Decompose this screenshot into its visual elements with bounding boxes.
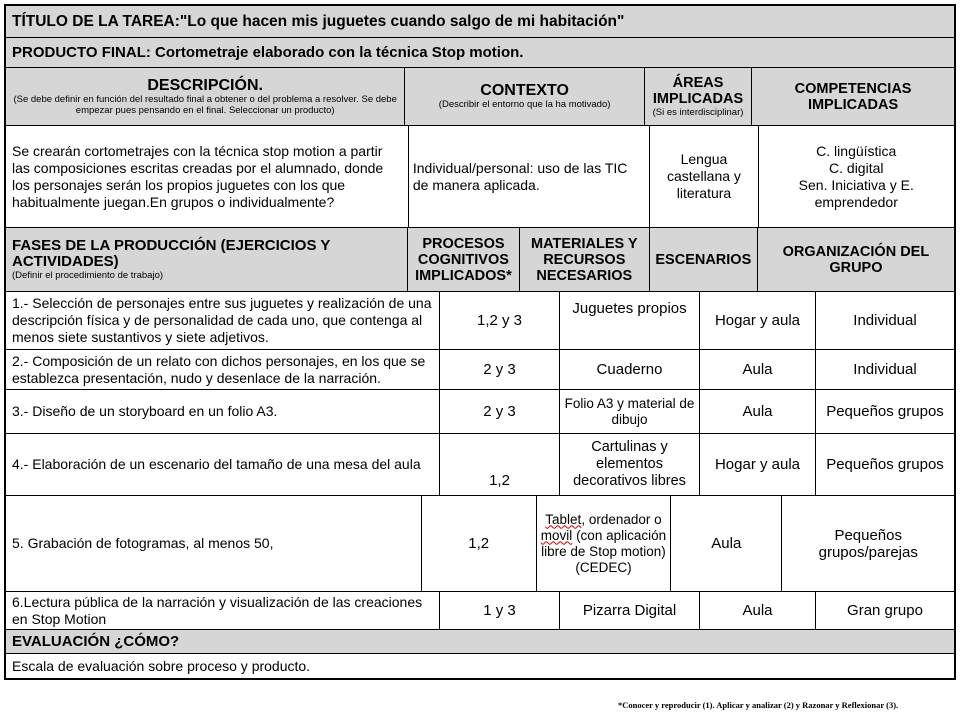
- header-procesos: PROCESOS COGNITIVOS IMPLICADOS*: [408, 228, 520, 291]
- phase-row: [6, 350, 954, 390]
- phase-organizacion: Individual: [853, 312, 917, 329]
- evaluation-row: [6, 654, 954, 678]
- phase-escenarios: Hogar y aula: [700, 292, 816, 349]
- phase-description: 2.- Composición de un relato con dichos personajes, en los que se establezca presentación, nudo y desenlace de la narración.: [6, 350, 440, 389]
- header-escenarios: ESCENARIOS: [650, 228, 758, 291]
- phase-description: 6.Lectura pública de la narración y visualización de las creaciones en Stop Motion: [6, 592, 440, 629]
- header-organizacion: ORGANIZACIÓN DEL GRUPO: [782, 243, 930, 276]
- phase-organizacion: Pequeños grupos/parejas: [818, 526, 918, 561]
- competencias-list: C. lingüística C. digital Sen. Iniciativa y E. emprendedor: [798, 142, 914, 210]
- phase-organizacion: Pequeños grupos: [826, 403, 944, 420]
- phase-description: 4.- Elaboración de un escenario del tamaño de una mesa del aula: [6, 434, 440, 495]
- phase-escenarios: Aula: [671, 496, 782, 591]
- phase-procesos: 2 y 3: [440, 350, 560, 389]
- header-fases: FASES DE LA PRODUCCIÓN (EJERCICIOS Y ACTIVIDADES) (Definir el procedimiento de trabajo): [6, 228, 408, 291]
- task-title: TÍTULO DE LA TAREA:"Lo que hacen mis juguetes cuando salgo de mi habitación": [12, 12, 625, 30]
- phase-row: [6, 496, 954, 592]
- header-row-phases: [6, 228, 954, 292]
- header-competencias: COMPETENCIAS IMPLICADAS: [794, 80, 912, 113]
- phase-procesos: 1,2: [440, 434, 560, 495]
- phase-organizacion: Pequeños grupos: [826, 456, 944, 473]
- phase-description: 5. Grabación de fotogramas, al menos 50,: [6, 496, 422, 591]
- phase-escenarios: Aula: [700, 390, 816, 433]
- phase-escenarios: Aula: [700, 350, 816, 389]
- header-row-description: [6, 68, 954, 126]
- description-row: [6, 126, 954, 228]
- phase-materiales: Cartulinas y elementos decorativos libres: [560, 434, 700, 495]
- phase-materiales: Cuaderno: [560, 350, 700, 389]
- title-row: [6, 6, 954, 38]
- phase-materiales: Folio A3 y material de dibujo: [560, 390, 700, 433]
- phase-organizacion: Individual: [853, 361, 917, 378]
- phase-materiales: Tablet, ordenador o movil (con aplicación libre de Stop motion) (CEDEC): [537, 496, 671, 591]
- phase-description: 3.- Diseño de un storyboard en un folio A3.: [6, 390, 440, 433]
- spell-underlined-word: Tablet: [545, 511, 582, 527]
- phase-description: 1.- Selección de personajes entre sus juguetes y realización de una descripción física y de personalidad de cada uno, que contenga al menos siete sustantivos y siete adjetivos.: [6, 292, 440, 349]
- product-row: [6, 38, 954, 68]
- header-contexto: CONTEXTO (Describir el entorno que la ha motivado): [405, 68, 645, 125]
- phase-escenarios: Hogar y aula: [700, 434, 816, 495]
- areas-text: Lengua castellana y literatura: [650, 126, 758, 227]
- phase-row: [6, 592, 954, 630]
- phase-row: [6, 434, 954, 496]
- phase-materiales: Juguetes propios: [560, 292, 700, 349]
- contexto-text: Individual/personal: uso de las TIC de manera aplicada.: [409, 126, 651, 227]
- phase-row: [6, 292, 954, 350]
- descripcion-text: Se crearán cortometrajes con la técnica stop motion a partir las composiciones escritas creadas por el alumnado, donde los personajes serán los propios juguetes con los que habitualmente juegan.En grupos o individualmente?: [6, 126, 409, 227]
- phase-row: [6, 390, 954, 434]
- spell-underlined-word: movil: [540, 527, 573, 543]
- evaluation-header-row: [6, 630, 954, 654]
- phase-organizacion: Gran grupo: [847, 602, 923, 619]
- evaluation-header: EVALUACIÓN ¿CÓMO?: [12, 632, 180, 650]
- task-table: [4, 4, 956, 680]
- header-areas: ÁREAS IMPLICADAS (Si es interdisciplinar): [645, 68, 752, 125]
- phase-procesos: 1 y 3: [440, 592, 560, 629]
- final-product: PRODUCTO FINAL: Cortometraje elaborado con la técnica Stop motion.: [12, 43, 524, 61]
- phase-materiales: Pizarra Digital: [560, 592, 700, 629]
- phase-procesos: 2 y 3: [440, 390, 560, 433]
- phase-procesos: 1,2: [422, 496, 537, 591]
- phase-escenarios: Aula: [700, 592, 816, 629]
- footnote: *Conocer y reproducir (1). Aplicar y analizar (2) y Razonar y Reflexionar (3).: [618, 700, 899, 710]
- header-descripcion: DESCRIPCIÓN. (Se debe definir en función del resultado final a obtener o del problema a resolver. Se debe empezar pues pensando en el final. Seleccionar un producto): [6, 68, 405, 125]
- header-materiales: MATERIALES Y RECURSOS NECESARIOS: [520, 228, 650, 291]
- evaluation-text: Escala de evaluación sobre proceso y producto.: [12, 657, 311, 674]
- phase-procesos: 1,2 y 3: [440, 292, 560, 349]
